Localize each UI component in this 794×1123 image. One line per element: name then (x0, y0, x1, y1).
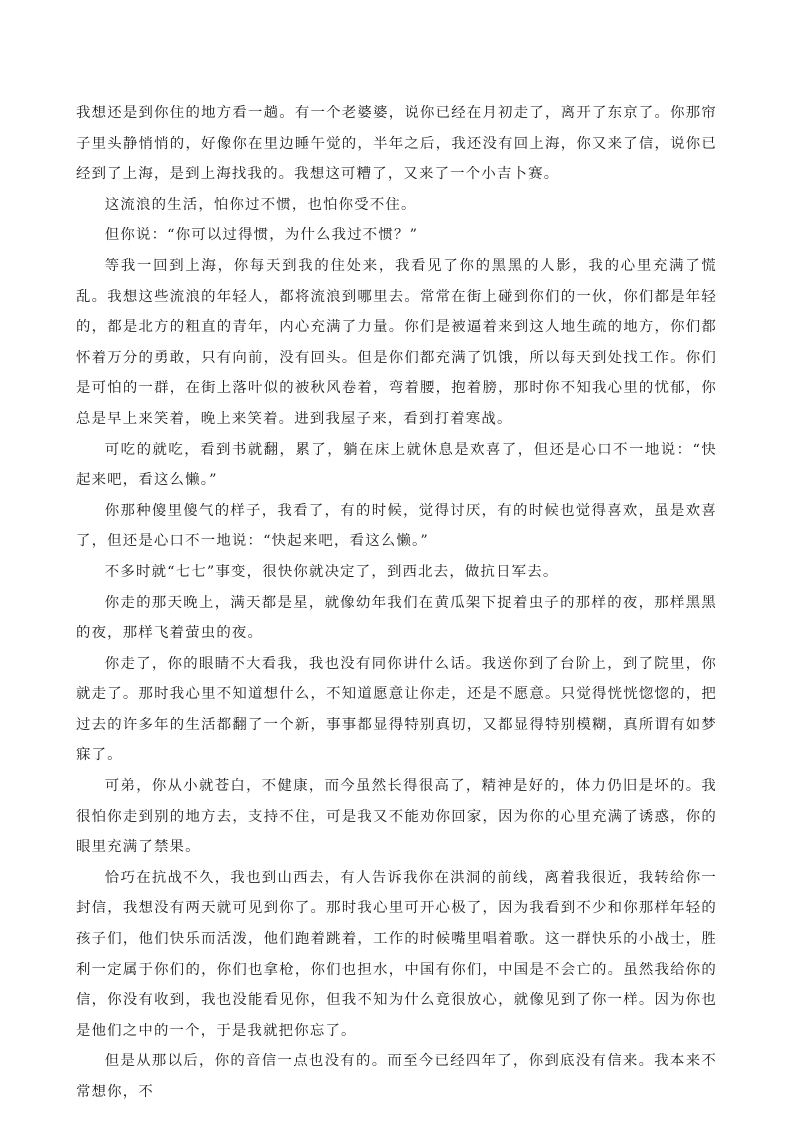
paragraph: 不多时就“七七”事变，很快你就决定了，到西北去，做抗日军去。 (104, 563, 559, 580)
paragraph: 这流浪的生活，怕你过不惯，也怕你受不住。 (104, 196, 417, 213)
paragraph: 你走了，你的眼睛不大看我，我也没有同你讲什么话。我送你到了台阶上，到了院里，你就走了。那时我心里不知道想什么，不知道愿意让你走，还是不愿意。只觉得恍恍惚惚的，把过去的许多年的生活都翻了一个新，事事都显得特别真切，又都显得特别模糊，真所谓有如梦寐了。 (76, 655, 717, 764)
paragraph: 我想还是到你住的地方看一趟。有一个老婆婆，说你已经在月初走了，离开了东京了。你那帘子里头静悄悄的，好像你在里边睡午觉的，半年之后，我还没有回上海，你又来了信，说你已经到了上海，是到上海找我的。我想这可糟了，又来了一个小吉卜赛。 (76, 105, 717, 183)
document-body (76, 98, 717, 1108)
paragraph: 可吃的就吃，看到书就翻，累了，躺在床上就休息是欢喜了，但还是心口不一地说：“快起来吧，看这么懒。” (76, 441, 717, 489)
paragraph: 但是从那以后，你的音信一点也没有的。而至今已经四年了，你到底没有信来。我本来不常想你，不 (76, 1053, 717, 1100)
paragraph: 你那种傻里傻气的样子，我看了，有的时候，觉得讨厌，有的时候也觉得喜欢，虽是欢喜了，但还是心口不一地说：“快起来吧，看这么懒。” (76, 502, 717, 550)
paragraph: 等我一回到上海，你每天到我的住处来，我看见了你的黑黑的人影，我的心里充满了慌乱。我想这些流浪的年轻人，都将流浪到哪里去。常常在街上碰到你们的一伙，你们都是年轻的，都是北方的粗直的青年，内心充满了力量。你们是被逼着来到这人地生疏的地方，你们都怀着万分的勇敢，只有向前，没有回头。但是你们都充满了饥饿，所以每天到处找工作。你们是可怕的一群，在街上落叶似的被秋风卷着，弯着腰，抱着膀，那时你不知我心里的忧郁，你总是早上来笑着，晚上来笑着。进到我屋子来，看到打着寒战。 (76, 257, 717, 427)
paragraph: 可弟，你从小就苍白，不健康，而今虽然长得很高了，精神是好的，体力仍旧是坏的。我很怕你走到别的地方去，支持不住，可是我又不能劝你回家，因为你的心里充满了诱惑，你的眼里充满了禁果。 (76, 778, 717, 856)
paragraph: 你走的那天晚上，满天都是星，就像幼年我们在黄瓜架下捉着虫子的那样的夜，那样黑黑的夜，那样飞着萤虫的夜。 (76, 594, 717, 642)
paragraph: 恰巧在抗战不久，我也到山西去，有人告诉我你在洪洞的前线，离着我很近，我转给你一封信，我想没有两天就可见到你了。那时我心里可开心极了，因为我看到不少和你那样年轻的孩子们，他们快乐而活泼，他们跑着跳着，工作的时候嘴里唱着歌。这一群快乐的小战士，胜利一定属于你们的，你们也拿枪，你们也担水，中国有你们，中国是不会亡的。虽然我给你的信，你没有收到，我也没能看见你，但我不知为什么竟很放心，就像见到了你一样。因为你也是他们之中的一个，于是我就把你忘了。 (76, 869, 717, 1039)
paragraph: 但你说：“你可以过得惯，为什么我过不惯？” (104, 227, 419, 244)
